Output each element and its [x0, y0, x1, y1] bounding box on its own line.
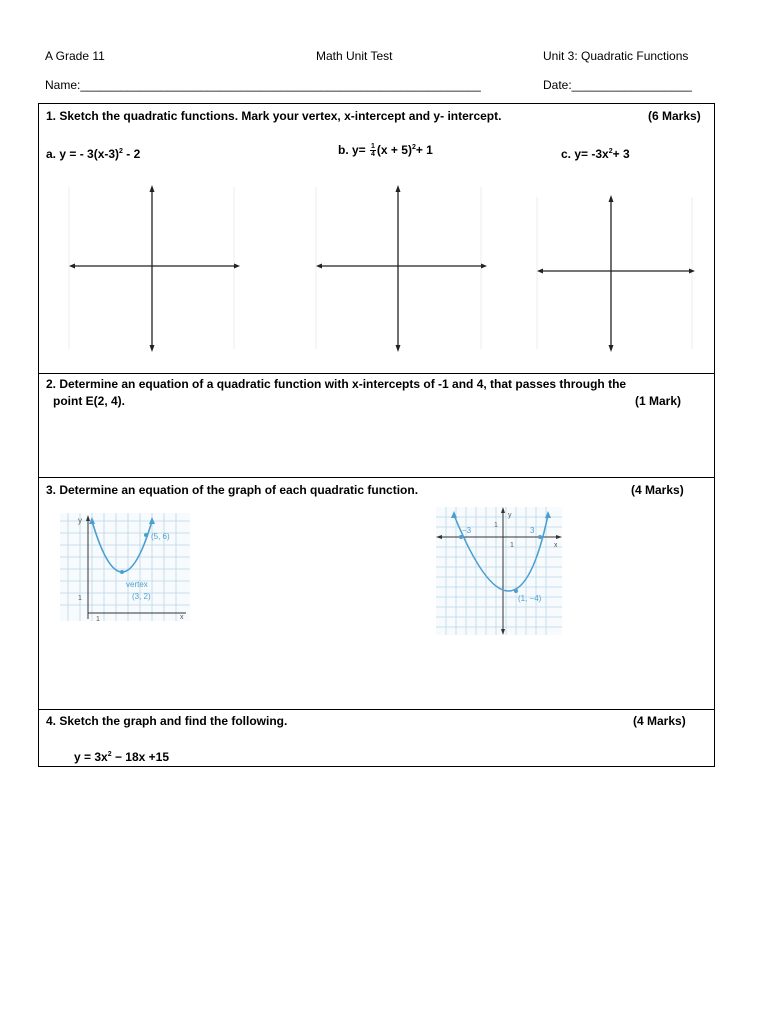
svg-text:−3: −3 [462, 526, 472, 535]
q2-prompt: 2. Determine an equation of a quadratic function with x-intercepts of -1 and 4, that passes through the [46, 377, 627, 391]
q4-divider [39, 709, 714, 710]
svg-text:y: y [508, 512, 512, 519]
grade-label: A Grade 11 [45, 49, 105, 63]
q3-graph-2 [436, 507, 562, 635]
date-field[interactable]: Date:__________________ [543, 78, 692, 92]
q4-prompt: 4. Sketch the graph and find the following. [46, 714, 288, 728]
test-title: Math Unit Test [316, 49, 393, 63]
svg-text:3: 3 [530, 526, 535, 535]
q2-marks: (1 Mark) [635, 394, 682, 408]
q3-divider [39, 477, 714, 478]
q1-marks: (6 Marks) [648, 109, 701, 123]
svg-text:1: 1 [494, 522, 498, 529]
test-box [38, 103, 715, 767]
svg-text:y: y [78, 516, 82, 525]
name-field[interactable]: Name:____________________________________________________________ [45, 78, 481, 92]
svg-text:1: 1 [96, 616, 100, 621]
q1-c-equation: c. $y= -3x^2+ 3$ [561, 147, 630, 161]
svg-text:x: x [180, 614, 184, 621]
svg-text:vertex: vertex [126, 580, 148, 589]
q1-axes-b [311, 179, 491, 354]
q4-marks: (4 Marks) [633, 714, 686, 728]
q2-divider [39, 373, 714, 374]
q1-axes-a [64, 179, 244, 354]
q1-b-equation: b. y= $\frac{1}{4}$ $(x + 5)^2+ 1$ [338, 143, 433, 159]
q1-axes-c [532, 189, 702, 354]
svg-text:1: 1 [78, 595, 82, 602]
q4-equation: $y = 3x^2 - 18x +15$ [74, 750, 169, 764]
q1-a-equation: a. y = - $3(x-3)^2 - 2$ [46, 147, 141, 161]
svg-text:(5, 6): (5, 6) [151, 532, 170, 541]
svg-text:(3, 2): (3, 2) [132, 592, 151, 601]
q2-prompt-cont: point E(2, 4). [53, 394, 125, 408]
q1-prompt: 1. Sketch the quadratic functions. Mark your vertex, x-intercept and y- intercept. [46, 109, 502, 123]
svg-text:x: x [554, 542, 558, 549]
q3-prompt: 3. Determine an equation of the graph of each quadratic function. [46, 483, 419, 497]
q3-marks: (4 Marks) [631, 483, 684, 497]
svg-text:(1, −4): (1, −4) [518, 594, 542, 603]
q3-graph-1 [60, 513, 190, 621]
svg-text:1: 1 [510, 542, 514, 549]
unit-title: Unit 3: Quadratic Functions [543, 49, 689, 63]
